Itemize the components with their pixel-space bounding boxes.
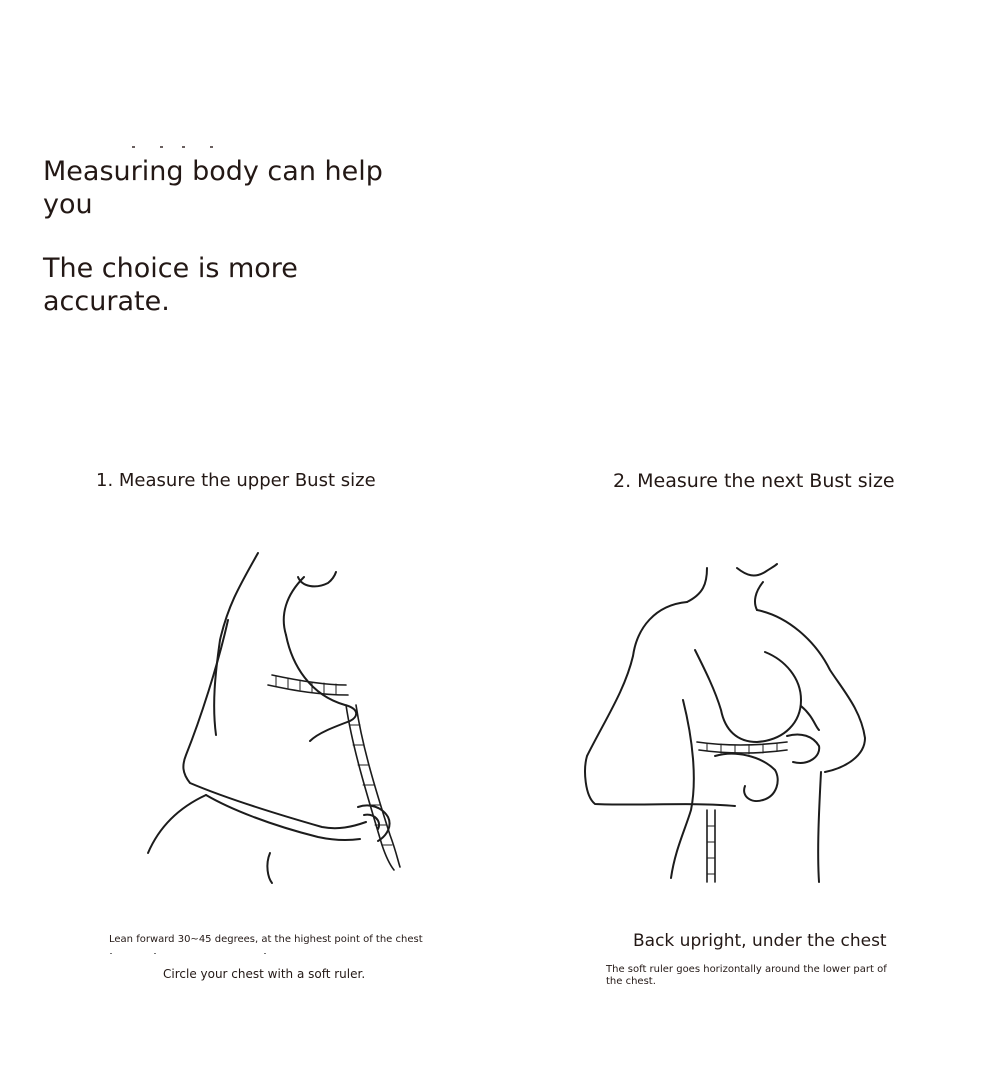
step-1-caption-main: Circle your chest with a soft ruler. xyxy=(163,967,366,981)
intro-line-2: The choice is more accurate. xyxy=(43,253,298,317)
step-2-heading: 2. Measure the next Bust size xyxy=(613,470,895,492)
step-2-caption-main: Back upright, under the chest xyxy=(633,931,887,951)
cropped-text-fragment xyxy=(130,140,220,148)
upright-measuring-icon xyxy=(575,560,885,890)
intro-line-1: Measuring body can help you xyxy=(43,156,383,220)
step-1-heading: 1. Measure the upper Bust size xyxy=(96,470,376,491)
lean-forward-measuring-icon xyxy=(120,545,420,890)
cropped-text-fragment xyxy=(110,950,410,956)
step-2-caption-small: The soft ruler goes horizontally around the lower part of the chest. xyxy=(606,964,887,987)
step-1-caption-small: Lean forward 30~45 degrees, at the highest point of the chest xyxy=(109,934,423,945)
